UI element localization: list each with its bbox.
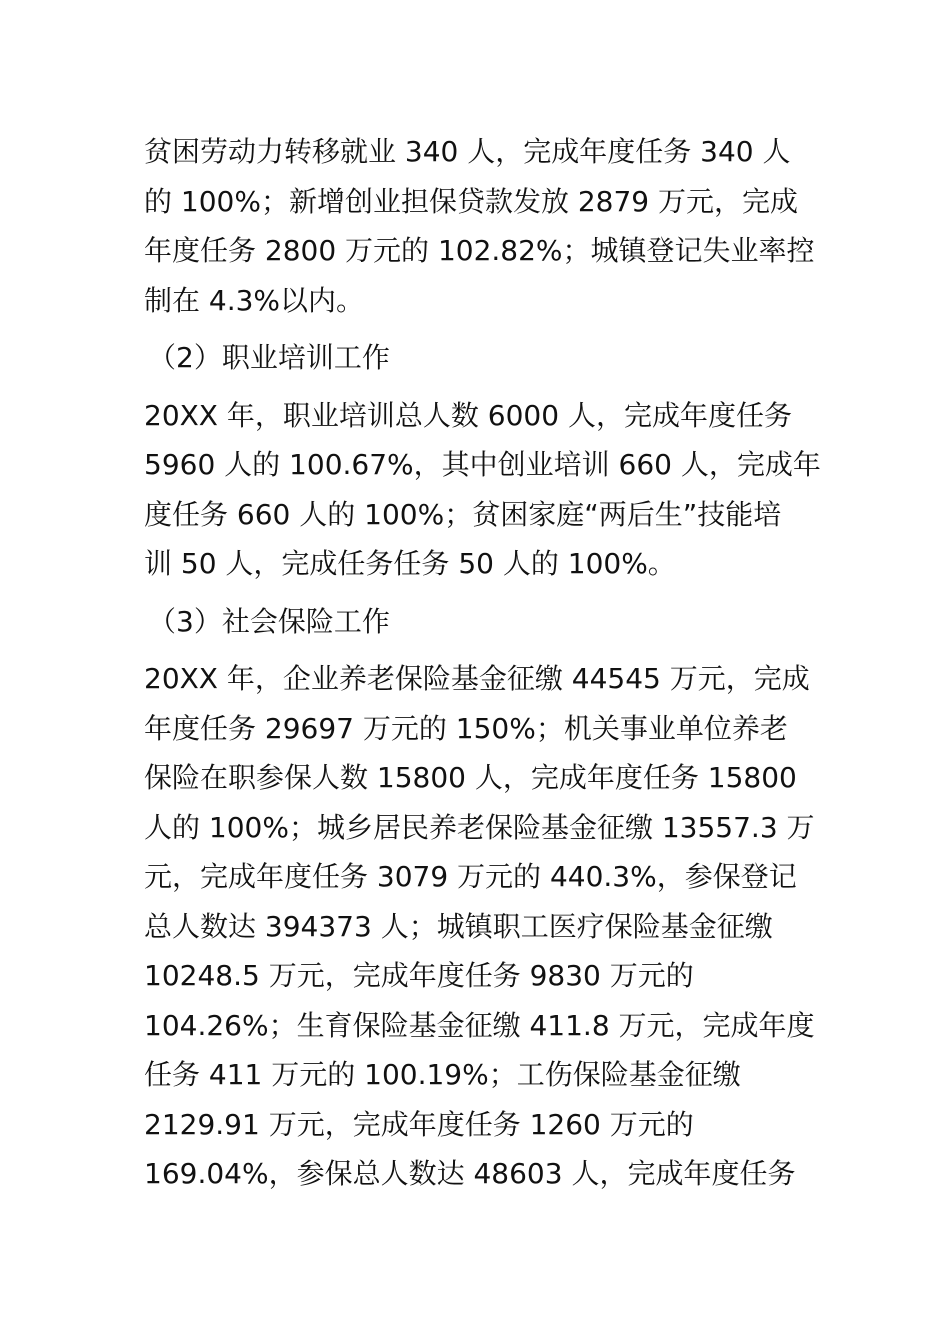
text-line: 保险在职参保人数 15800 人，完成年度任务 15800 [144,761,797,794]
text-line: 20XX 年，职业培训总人数 6000 人，完成年度任务 [144,398,792,432]
paragraph-vocational-training [144,391,821,589]
paragraph-labor-transfer [144,127,815,325]
text-line: 2129.91 万元，完成年度任务 1260 万元的 [144,1107,694,1141]
paragraph-social-insurance [144,654,815,1199]
text-line: 人的 100%；城乡居民养老保险基金征缴 13557.3 万 [144,810,815,844]
text-line: 任务 411 万元的 100.19%；工伤保险基金征缴 [144,1058,741,1091]
text-line: 训 50 人，完成任务任务 50 人的 100%。 [144,547,676,580]
text-line: 的 100%；新增创业担保贷款发放 2879 万元，完成 [144,184,799,218]
text-line: 度任务 660 人的 100%；贫困家庭“两后生”技能培 [144,497,782,531]
text-line: 元，完成年度任务 3079 万元的 440.3%，参保登记 [144,860,797,893]
text-line: 总人数达 394373 人；城镇职工医疗保险基金征缴 [144,909,773,943]
text-line: 104.26%；生育保险基金征缴 411.8 万元，完成年度 [144,1008,815,1042]
document-body [144,127,821,1199]
text-line: 年度任务 2800 万元的 102.82%；城镇登记失业率控 [144,234,815,267]
section-heading-social-insurance: （3）社会保险工作 [148,604,390,638]
text-line: 5960 人的 100.67%，其中创业培训 660 人，完成年 [144,448,821,481]
text-line: 制在 4.3%以内。 [144,283,365,317]
text-line: 10248.5 万元，完成年度任务 9830 万元的 [144,959,694,992]
text-line: 贫困劳动力转移就业 340 人，完成年度任务 340 人 [144,135,791,168]
text-line: 20XX 年，企业养老保险基金征缴 44545 万元，完成 [144,662,810,695]
text-line: 169.04%，参保总人数达 48603 人，完成年度任务 [144,1157,796,1190]
text-line: 年度任务 29697 万元的 150%；机关事业单位养老 [144,711,788,745]
section-heading-vocational-training: （2）职业培训工作 [148,341,390,374]
